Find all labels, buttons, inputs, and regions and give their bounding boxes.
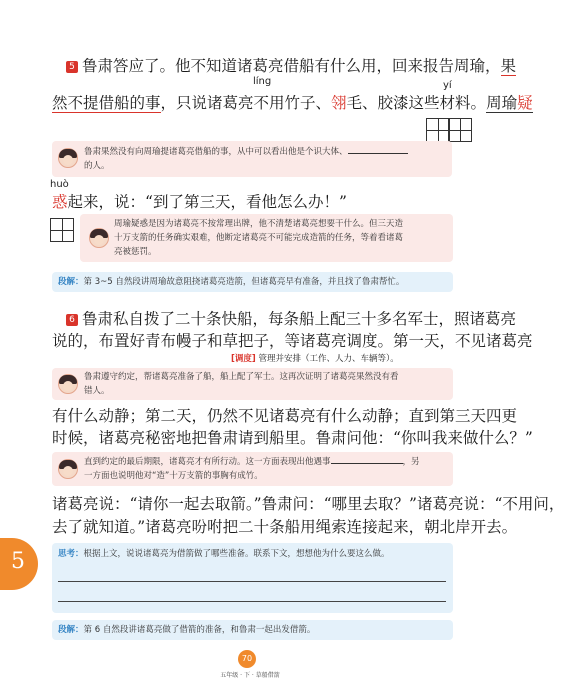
paragraph-summary-box: 段解：第 6 自然段讲诸葛亮做了借箭的准备，和鲁肃一起出发借箭。 <box>52 620 453 640</box>
paragraph-number-badge: 6 <box>66 314 78 326</box>
paragraph-summary-box: 段解：第 3~5 自然段讲周瑜故意阻挠诸葛亮造箭，但诸葛亮早有准备，并且找了鲁肃帮忙。 <box>52 272 453 292</box>
para6-line3: 有什么动静；第二天，仍然不见诸葛亮有什么动静；直到第三天四更 <box>52 407 518 425</box>
annotation-note-4: 直到约定的最后期限，诸葛亮才有所行动。这一方面表现出他遇事 ，另 一方面也说明他对“造”十万支箭的事胸有成竹。 <box>52 452 453 486</box>
paragraph-number-badge: 5 <box>66 61 78 73</box>
pinyin-ling: líng <box>253 76 272 87</box>
new-char-yi: 疑 <box>517 94 533 112</box>
pinyin-huo: huò <box>50 179 69 190</box>
answer-blank[interactable] <box>348 153 408 154</box>
para6-line5: 诸葛亮说：“请你一起去取箭。”鲁肃问：“哪里去取？”诸葛亮说：“不用问， <box>52 495 564 513</box>
student-avatar-icon <box>58 374 78 394</box>
annotation-note-1: 鲁肃果然没有向周瑜提诸葛亮借船的事，从中可以看出他是个识大体、 的人。 <box>52 141 452 177</box>
pinyin-yi: yí <box>443 80 452 91</box>
unit-side-tab: 5 <box>0 538 38 590</box>
annotation-note-3: 鲁肃遵守约定，帮诸葛亮准备了船，船上配了军士。这再次证明了诸葛亮果然没有看 错人。 <box>52 368 453 400</box>
page-number: 70 <box>238 650 256 668</box>
red-underline-phrase: 然不提借船的事 <box>52 94 161 112</box>
new-char-ling: 翎 <box>331 94 347 112</box>
thinking-question-box: 思考：根据上文，说说诸葛亮为借箭做了哪些准备。联系下文，想想他为什么要这么做。 <box>52 543 453 613</box>
student-avatar-icon <box>89 228 109 248</box>
word-gloss: [调度] 管理并安排（工作、人力、车辆等）。 <box>231 354 399 364</box>
writing-grid <box>448 118 472 142</box>
writing-grid <box>426 118 450 142</box>
para6-line2: 说的，布置好青布幔子和草把子，等诸葛亮调度。第一天，不见诸葛亮 <box>52 332 533 350</box>
writing-grid <box>50 218 74 242</box>
student-avatar-icon <box>58 148 78 168</box>
student-avatar-icon <box>58 459 78 479</box>
footer-caption: 五年级 · 下 · 草船借箭 <box>220 672 280 679</box>
answer-line[interactable] <box>58 601 446 602</box>
answer-line[interactable] <box>58 581 446 582</box>
new-char-huo: 惑 <box>52 193 68 211</box>
answer-blank[interactable] <box>331 463 403 464</box>
annotation-note-2: 周瑜疑惑是因为诸葛亮不按常理出牌，他不清楚诸葛亮想要干什么。但三天造 十万支箭的任务确实艰难，他断定诸葛亮不可能完成造箭的任务，等着看诸葛 亮被惩罚。 <box>80 214 453 262</box>
para5-line3: 惑起来，说：“到了第三天，看他怎么办！” <box>52 193 347 211</box>
para5-line2: 然不提借船的事，只说诸葛亮不用竹子、翎毛、胶漆这些材料。周瑜疑 <box>52 94 533 112</box>
para5-line1: 5 鲁肃答应了。他不知道诸葛亮借船有什么用，回来报告周瑜，果 <box>66 55 516 77</box>
para6-line1: 6 鲁肃私自拨了二十条快船，每条船上配三十多名军士，照诸葛亮 <box>66 308 516 330</box>
para6-line6: 去了就知道。”诸葛亮吩咐把二十条船用绳索连接起来，朝北岸开去。 <box>52 518 518 536</box>
para6-line4: 时候，诸葛亮秘密地把鲁肃请到船里。鲁肃问他：“你叫我来做什么？” <box>52 429 533 447</box>
